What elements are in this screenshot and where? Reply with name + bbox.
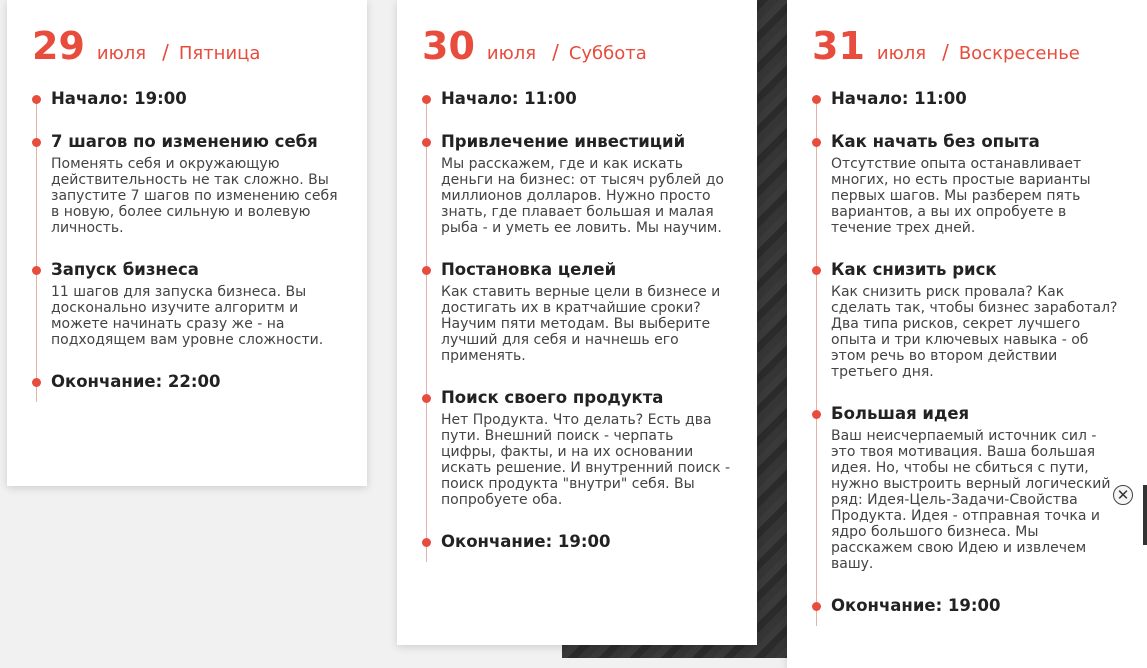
date-weekday: Пятница (178, 43, 261, 64)
card-date-header (32, 24, 260, 68)
start-time: Начало: 11:00 (441, 89, 577, 108)
card-date-header (812, 24, 1080, 68)
timeline-start (816, 90, 1122, 108)
end-time: Окончание: 19:00 (831, 596, 1001, 615)
date-month: июля (486, 43, 537, 64)
date-separator: / (552, 40, 559, 64)
timeline-item (426, 261, 732, 364)
start-time: Начало: 19:00 (51, 89, 187, 108)
timeline (816, 90, 1122, 640)
session-title: Запуск бизнеса (51, 260, 199, 279)
date-day: 30 (422, 24, 475, 68)
session-title: Поиск своего продукта (441, 388, 664, 407)
timeline-end (426, 533, 732, 551)
close-icon[interactable]: ✕ (1113, 485, 1133, 505)
date-day: 31 (812, 24, 865, 68)
start-time: Начало: 11:00 (831, 89, 967, 108)
end-time: Окончание: 22:00 (51, 372, 221, 391)
session-description: Как снизить риск провала? Как сделать так, чтобы бизнес заработал? Два типа рисков, секрет лучшего опыта и три ключевых навыка - об этом речь во втором действии третьего дня. (831, 284, 1118, 380)
date-weekday: Воскресенье (958, 43, 1080, 64)
date-month: июля (96, 43, 147, 64)
date-separator: / (162, 40, 169, 64)
timeline (36, 90, 342, 416)
session-title: Большая идея (831, 404, 970, 423)
timeline-item (816, 261, 1122, 380)
session-description: Мы расскажем, где и как искать деньги на бизнес: от тысяч рублей до миллионов долларов. Нужно просто знать, где плавает большая и малая рыба - и уметь ее ловить. Мы научим. (441, 156, 724, 236)
timeline-start (36, 90, 342, 108)
session-title: Привлечение инвестиций (441, 132, 686, 151)
session-title: Постановка целей (441, 260, 617, 279)
timeline (426, 90, 732, 576)
timeline-item (426, 133, 732, 236)
timeline-item (426, 389, 732, 508)
date-separator: / (942, 40, 949, 64)
session-description: Как ставить верные цели в бизнесе и достигать их в кратчайшие сроки? Научим пяти методам. Вы выберите лучший для себя и начнешь его применять. (441, 284, 721, 364)
session-description: Отсутствие опыта останавливает многих, но есть простые варианты первых шагов. Мы разберем пять вариантов, а вы их опробуете в течение трех дней. (831, 156, 1091, 236)
session-description: 11 шагов для запуска бизнеса. Вы досконально изучите алгоритм и можете начинать сразу же - на подходящем вам уровне сложности. (51, 284, 324, 348)
date-weekday: Суббота (568, 43, 647, 64)
timeline-item (816, 133, 1122, 236)
timeline-end (816, 597, 1122, 615)
date-day: 29 (32, 24, 85, 68)
side-widget-edge (1143, 485, 1147, 545)
timeline-end (36, 373, 342, 391)
end-time: Окончание: 19:00 (441, 532, 611, 551)
session-title: Как снизить риск (831, 260, 997, 279)
schedule-card-day-3 (787, 0, 1147, 668)
schedule-card-day-2 (397, 0, 757, 645)
schedule-card-day-1 (7, 0, 367, 486)
session-description: Нет Продукта. Что делать? Есть два пути. Внешний поиск - черпать цифры, факты, и на их основании искать решение. И внутренний поиск - поиск продукта "внутри" себя. Вы попробуете оба. (441, 412, 731, 508)
card-date-header (422, 24, 647, 68)
date-month: июля (876, 43, 927, 64)
session-description: Ваш неисчерпаемый источник сил - это твоя мотивация. Ваша большая идея. Но, чтобы не сбиться с пути, нужно выстроить верный логический ряд: Идея-Цель-Задачи-Свойства Продукта. Идея - отправная точка и ядро большого бизнеса. Мы расскажем свою Идею и извлечем вашу. (831, 428, 1111, 572)
session-title: 7 шагов по изменению себя (51, 132, 318, 151)
timeline-item (36, 261, 342, 348)
session-title: Как начать без опыта (831, 132, 1040, 151)
timeline-start (426, 90, 732, 108)
timeline-item (816, 405, 1122, 572)
timeline-item (36, 133, 342, 236)
session-description: Поменять себя и окружающую действительность не так сложно. Вы запустите 7 шагов по изменению себя в новую, более сильную и волевую личность. (51, 156, 338, 236)
